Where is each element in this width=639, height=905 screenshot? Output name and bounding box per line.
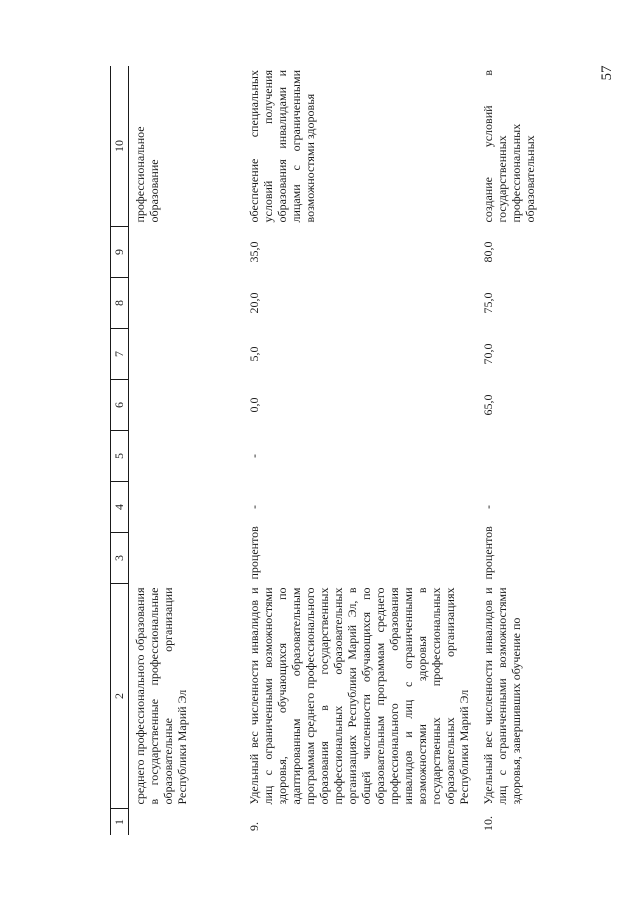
header-col-7: 7 — [111, 329, 129, 380]
row-number — [129, 809, 238, 836]
value-col-4 — [129, 482, 238, 533]
header-col-9: 9 — [111, 227, 129, 278]
indicator-name: Удельный вес численности инвалидов и лиц с ограниченными возможностями здоровья, обучающихся по адаптированным образовательным программам среднего профессионального образования в государственных профессиональных образовательных организациях Республики Марий Эл, в общей численности обучающихся по образовательным программам среднего профессионального образования инвалидов и лиц с ограниченными возможностями здоровья в государственных профессиональных образовательных организациях Республики Марий Эл — [247, 587, 471, 805]
indicators-table — [110, 66, 577, 835]
indicator-name: Удельный вес численности инвалидов и лиц с ограниченными возможностями здоровья, завершивших обучение по — [481, 587, 523, 805]
value-col-9 — [129, 227, 238, 278]
table-row — [129, 66, 238, 835]
header-col-8: 8 — [111, 278, 129, 329]
value-col-7: 5,0 — [247, 346, 261, 362]
rotated-table-page — [110, 70, 570, 835]
unit-cell: процентов — [481, 526, 495, 580]
value-col-7: 70,0 — [481, 343, 495, 365]
table-row — [237, 66, 471, 835]
unit-cell — [129, 533, 238, 584]
row-number: 9. — [247, 822, 261, 831]
indicator-name: среднего профессионального образования в государственные профессиональные образовательные организации Республики Марий Эл — [133, 587, 189, 805]
value-col-6: 65,0 — [481, 394, 495, 416]
value-col-5 — [471, 431, 577, 482]
value-col-9: 35,0 — [247, 241, 261, 263]
header-col-4: 4 — [111, 482, 129, 533]
unit-cell: процентов — [247, 526, 261, 580]
row-number: 10. — [481, 816, 495, 831]
header-col-2: 2 — [111, 584, 129, 809]
expected-result: профессиональное образование — [133, 126, 161, 223]
page-number: 57 — [599, 65, 615, 81]
table-row — [471, 66, 577, 835]
value-col-6 — [129, 380, 238, 431]
value-col-4: - — [481, 505, 495, 509]
header-col-6: 6 — [111, 380, 129, 431]
value-col-7 — [129, 329, 238, 380]
value-col-8 — [129, 278, 238, 329]
header-col-3: 3 — [111, 533, 129, 584]
value-col-4: - — [247, 505, 261, 509]
expected-result: создание условий в государственных профессиональных образовательных — [481, 70, 537, 223]
value-col-5: - — [247, 454, 261, 458]
expected-result: обеспечение специальных условий получения образования инвалидами и лицами с ограниченными возможностями здоровья — [247, 70, 317, 223]
value-col-6: 0,0 — [247, 397, 261, 413]
value-col-5 — [129, 431, 238, 482]
value-col-9: 80,0 — [481, 241, 495, 263]
value-col-8: 20,0 — [247, 292, 261, 314]
table-header-row — [111, 66, 129, 835]
header-col-5: 5 — [111, 431, 129, 482]
header-col-1: 1 — [111, 809, 129, 836]
value-col-8: 75,0 — [481, 292, 495, 314]
header-col-10: 10 — [111, 66, 129, 227]
